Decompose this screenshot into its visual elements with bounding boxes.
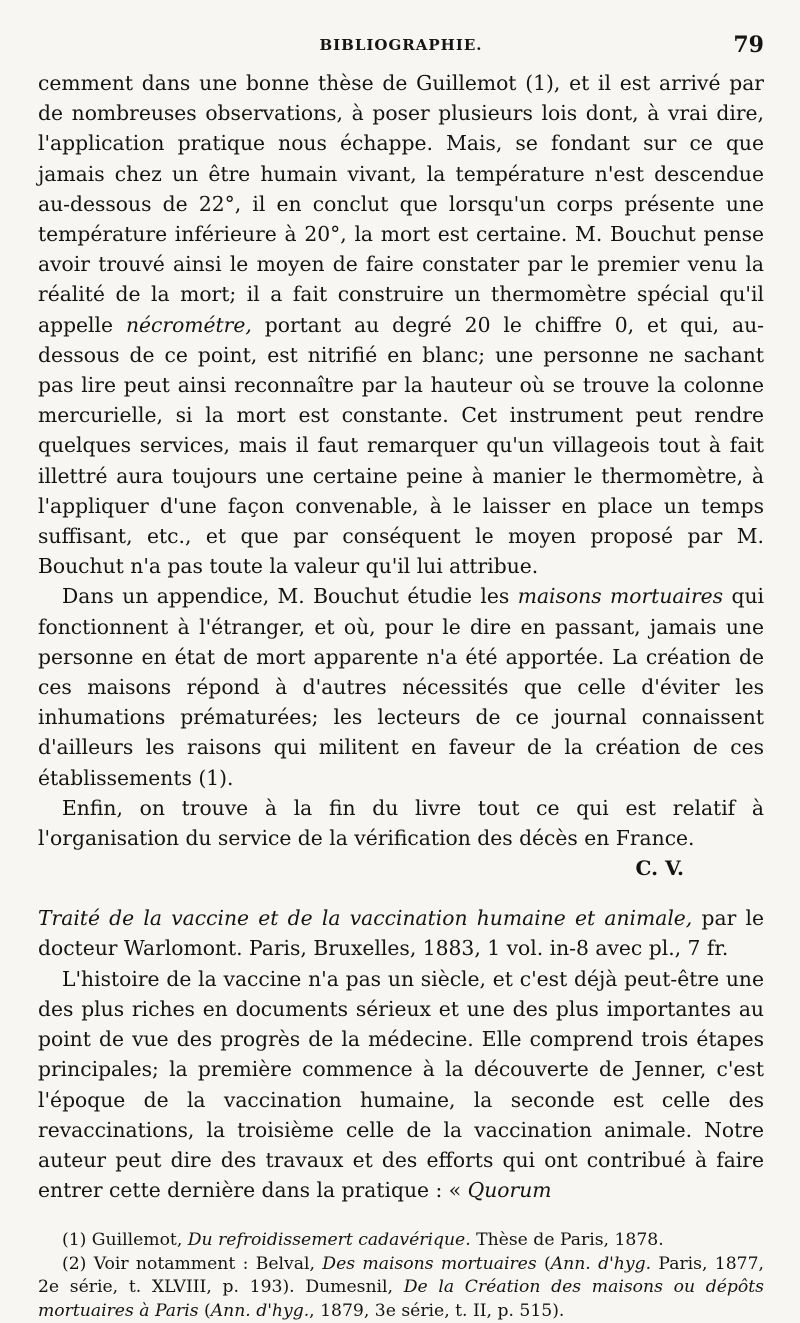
footnote-title: De la Création des maisons ou dépôts mortuaires à Paris [38,1277,764,1321]
book-page [38,28,764,1323]
review-heading [38,903,764,963]
footnotes [38,1229,764,1323]
footnote-text: ( [198,1300,211,1321]
paragraph-text: Dans un appendice, M. Bouchut étudie les [62,584,518,609]
footnote-text: (2) Voir notamment : Belval, [62,1253,323,1274]
paragraph-appendix [38,581,764,792]
footnote-title: Du refroidissemert cadavérique. [187,1230,471,1251]
footnote-text: Paris, 1877, 2e série, t. XLVIII, p. 193). Dumesnil, [38,1253,764,1298]
paragraph-text: qui fonctionnent à l'étranger, et où, pour le dire en passant, jamais une personne en état de mort apparente n'a été apportée. La création de ces maisons répond à d'autres nécessités que celle d'éviter les inhumations prématurées; les lecteurs de ce journal connaissent d'ailleurs les raisons qui militent en faveur de la création de ces établissements (1). [38,584,764,790]
page-header [38,28,764,68]
paragraph-text: cemment dans une bonne thèse de Guillemot (1), et il est arrivé par de nombreuses observations, à poser plusieurs lois dont, à vrai dire, l'application pratique nous échappe. Mais, se fondant sur ce que jamais chez un être humain vivant, la température n'est descendue au-dessous de 22°, il en conclut que lorsqu'un corps présente une température inférieure à 20°, la mort est certaine. M. Bouchut pense avoir trouvé ainsi le moyen de faire constater par le premier venu la réalité de la mort; il a fait construire un thermomètre spécial qu'il appelle [38,71,764,337]
emphasis-necrometre: nécrométre, [125,312,252,337]
running-head: BIBLIOGRAPHIE. [319,36,483,54]
footnote-text: ( [536,1253,551,1274]
book-reference: par le docteur Warlomont. Paris, Bruxelles, 1883, 1 vol. in-8 avec pl., 7 fr. [38,906,764,961]
footnote-text: Thèse de Paris, 1878. [470,1230,664,1251]
signature: C. V. [635,856,684,881]
footnote-1 [38,1229,764,1253]
footnote-journal: Ann. d'hyg. [550,1253,652,1274]
emphasis-maisons-mortuaires: maisons mortuaires [517,584,724,609]
paragraph-vaccine [38,964,764,1206]
footnote-2 [38,1253,764,1323]
footnote-journal: Ann. d'hyg. [210,1300,310,1321]
book-title: Traité de la vaccine et de la vaccination humaine et animale, [38,906,693,931]
paragraph-text: L'histoire de la vaccine n'a pas un siècle, et c'est déjà peut-être une des plus riches en documents sérieux et une des plus importantes au point de vue des progrès de la médecine. Elle comprend trois étapes principales; la première commence à la découverte de Jenner, c'est l'époque de la vaccination humaine, la seconde est celle des revaccinations, la troisième celle de la vaccination animale. Notre auteur peut dire des travaux et des efforts qui ont contribué à faire entrer cette dernière dans la pratique : « [38,966,764,1203]
paragraph-continuation [38,68,764,581]
footnote-text: (1) Guillemot, [62,1230,188,1251]
paragraph-text: portant au degré 20 le chiffre 0, et qui, au-dessous de ce point, est nitrifié en blanc; une personne ne sachant pas lire peut ainsi reconnaître par la hauteur où se trouve la colonne mercurielle, si la mort est constante. Cet instrument peut rendre quelques services, mais il faut remarquer qu'un villageois tout à fait illettré aura toujours une certaine peine à manier le thermomètre, à l'appliquer d'une façon convenable, à le laisser en place un temps suffisant, etc., et que par conséquent le moyen proposé par M. Bouchut n'a pas toute la valeur qu'il lui attribue. [38,312,764,579]
page-number: 79 [733,32,764,58]
footnote-title: Des maisons mortuaires [322,1253,537,1274]
footnote-text: , 1879, 3e série, t. II, p. 515). [309,1300,565,1321]
section-gap [38,883,764,903]
paragraph-conclusion: Enfin, on trouve à la fin du livre tout ce qui est relatif à l'organisation du service de la vérification des décès en France. [38,795,764,851]
emphasis-quorum: Quorum [467,1178,552,1203]
